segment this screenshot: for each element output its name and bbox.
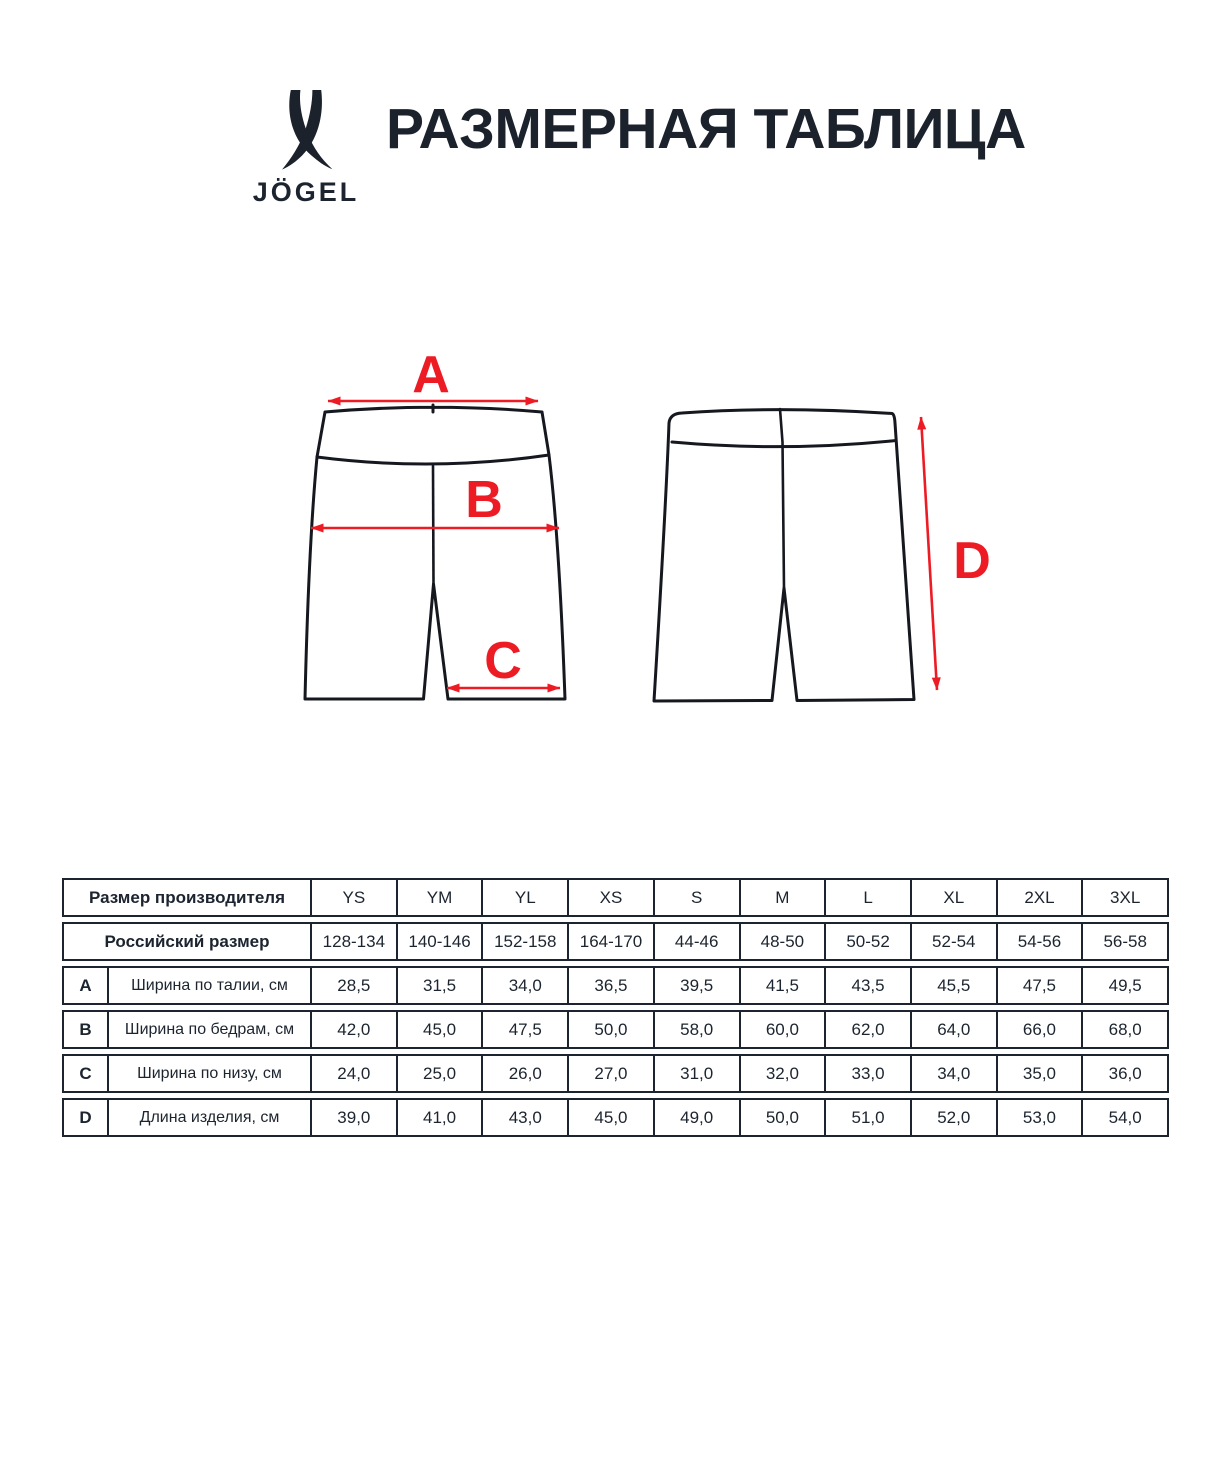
table-row-c	[62, 1054, 1169, 1093]
table-row-b	[62, 1010, 1169, 1049]
value-cell: 31,5	[396, 968, 482, 1003]
row-label: Ширина по низу, см	[107, 1056, 310, 1091]
row-letter: A	[79, 975, 92, 995]
value-cell: 50,0	[739, 1100, 825, 1135]
row-label: Ширина по талии, см	[107, 968, 310, 1003]
page-title: РАЗМЕРНАЯ ТАБЛИЦА	[386, 97, 1026, 161]
size-cell: 128-134	[310, 924, 396, 959]
value-cell: 47,5	[996, 968, 1082, 1003]
table-row-d	[62, 1098, 1169, 1137]
value-cell: 31,0	[653, 1056, 739, 1091]
size-cell: M	[739, 880, 825, 915]
value-cell: 27,0	[567, 1056, 653, 1091]
value-cell: 32,0	[739, 1056, 825, 1091]
size-cell: S	[653, 880, 739, 915]
value-cell: 42,0	[310, 1012, 396, 1047]
value-cell: 54,0	[1081, 1100, 1167, 1135]
shorts-back-waistband	[672, 441, 896, 447]
shorts-front-body	[305, 455, 565, 699]
size-cell: 56-58	[1081, 924, 1167, 959]
value-cell: 58,0	[653, 1012, 739, 1047]
value-cell: 52,0	[910, 1100, 996, 1135]
size-cell: XS	[567, 880, 653, 915]
value-cell: 41,0	[396, 1100, 482, 1135]
value-cell: 45,0	[567, 1100, 653, 1135]
size-cell: 44-46	[653, 924, 739, 959]
value-cell: 39,0	[310, 1100, 396, 1135]
size-table	[62, 878, 1169, 1137]
measure-d-arrow	[921, 417, 937, 690]
size-cell: L	[824, 880, 910, 915]
size-cell: 54-56	[996, 924, 1082, 959]
size-cell: YM	[396, 880, 482, 915]
size-cell: 2XL	[996, 880, 1082, 915]
shorts-back-diagram	[654, 409, 991, 701]
value-cell: 43,0	[481, 1100, 567, 1135]
size-cell: YS	[310, 880, 396, 915]
manufacturer-size-header: Размер производителя	[88, 887, 285, 907]
row-letter: D	[79, 1107, 92, 1127]
value-cell: 47,5	[481, 1012, 567, 1047]
table-header-row-manufacturer	[62, 878, 1169, 917]
table-row-a	[62, 966, 1169, 1005]
shorts-front-diagram	[305, 346, 565, 699]
row-label: Длина изделия, см	[107, 1100, 310, 1135]
size-cell: 48-50	[739, 924, 825, 959]
size-cell: YL	[481, 880, 567, 915]
size-cell: 164-170	[567, 924, 653, 959]
value-cell: 49,0	[653, 1100, 739, 1135]
value-cell: 62,0	[824, 1012, 910, 1047]
value-cell: 68,0	[1081, 1012, 1167, 1047]
value-cell: 45,5	[910, 968, 996, 1003]
value-cell: 25,0	[396, 1056, 482, 1091]
value-cell: 64,0	[910, 1012, 996, 1047]
value-cell: 35,0	[996, 1056, 1082, 1091]
measure-a-label: A	[412, 346, 450, 404]
size-cell: XL	[910, 880, 996, 915]
value-cell: 43,5	[824, 968, 910, 1003]
value-cell: 39,5	[653, 968, 739, 1003]
value-cell: 36,0	[1081, 1056, 1167, 1091]
measure-c-label: C	[484, 632, 522, 690]
value-cell: 36,5	[567, 968, 653, 1003]
value-cell: 28,5	[310, 968, 396, 1003]
value-cell: 66,0	[996, 1012, 1082, 1047]
value-cell: 34,0	[481, 968, 567, 1003]
size-cell: 152-158	[481, 924, 567, 959]
brand-wordmark: JÖGEL	[252, 177, 360, 207]
value-cell: 53,0	[996, 1100, 1082, 1135]
shorts-back-center-seam	[780, 409, 784, 588]
size-diagram	[280, 330, 1010, 720]
value-cell: 60,0	[739, 1012, 825, 1047]
size-cell: 52-54	[910, 924, 996, 959]
brand-logo	[250, 90, 362, 208]
value-cell: 24,0	[310, 1056, 396, 1091]
value-cell: 51,0	[824, 1100, 910, 1135]
value-cell: 26,0	[481, 1056, 567, 1091]
jogel-logo-icon	[279, 90, 333, 170]
row-label: Ширина по бедрам, см	[107, 1012, 310, 1047]
row-letter: C	[79, 1063, 92, 1083]
value-cell: 45,0	[396, 1012, 482, 1047]
row-letter: B	[79, 1019, 92, 1039]
table-header-row-russian	[62, 922, 1169, 961]
size-cell: 140-146	[396, 924, 482, 959]
size-cell: 50-52	[824, 924, 910, 959]
size-cell: 3XL	[1081, 880, 1167, 915]
measure-d-label: D	[953, 532, 991, 590]
shorts-front-waistband	[317, 405, 549, 464]
value-cell: 41,5	[739, 968, 825, 1003]
value-cell: 33,0	[824, 1056, 910, 1091]
value-cell: 34,0	[910, 1056, 996, 1091]
russian-size-header: Российский размер	[104, 931, 270, 951]
measure-b-label: B	[465, 471, 503, 529]
value-cell: 50,0	[567, 1012, 653, 1047]
shorts-front-center-seam	[433, 466, 434, 584]
value-cell: 49,5	[1081, 968, 1167, 1003]
